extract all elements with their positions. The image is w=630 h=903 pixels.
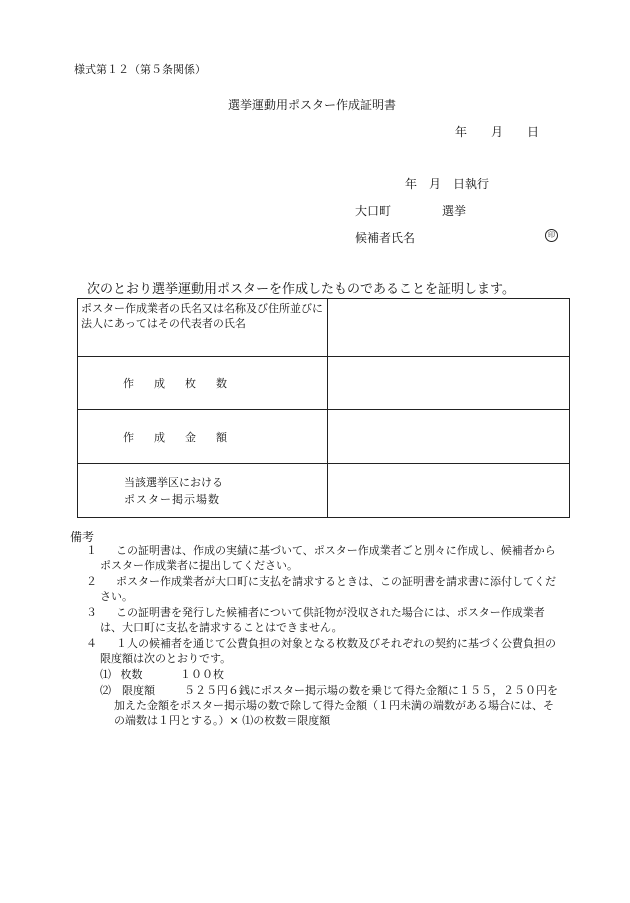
poster-sites-value-cell[interactable] xyxy=(328,464,570,518)
row-label-amount: 作成金額 xyxy=(78,410,328,464)
table-row xyxy=(78,410,570,464)
election-label: 選挙 xyxy=(442,204,467,218)
remark-item xyxy=(86,574,566,604)
remark-text: １人の候補者を通じて公費負担の対象となる枚数及びそれぞれの契約に基づく公費負担の限度額は次のとおりです。 xyxy=(100,637,556,665)
seal-icon: 印 xyxy=(545,229,558,242)
table-row xyxy=(78,464,570,518)
remark-text: この証明書は、作成の実績に基づいて、ポスター作成業者ごと別々に作成し、候補者からポスター作成業者に提出してください。 xyxy=(100,544,556,572)
table-row xyxy=(78,299,570,357)
remark-text: ポスター作成業者が大口町に支払を請求するときは、この証明書を請求書に添付してください。 xyxy=(100,575,556,603)
contractor-label-text: ポスター作成業者の氏名又は名称及び住所並びに法人にあってはその代表者の氏名 xyxy=(81,302,323,330)
issue-date: 年 月 日 xyxy=(455,125,540,139)
sub-label: 限度額 xyxy=(122,684,155,697)
row-label-poster-sites xyxy=(78,464,328,518)
sub-text: ５２５円６銭にポスター掲示場の数を乗じて得た金額に１５５，２５０円を加えた金額をポスター掲示場の数で除して得た金額（１円未満の端数がある場合には、その端数は１円とする。）× ⑴の枚数＝限度額 xyxy=(114,684,558,727)
remark-number: １ xyxy=(86,544,97,557)
poster-sites-label-line1: 当該選挙区における xyxy=(124,475,223,489)
contractor-value-cell[interactable] xyxy=(328,299,570,357)
table-row xyxy=(78,357,570,410)
sub-item-quantity xyxy=(100,667,224,682)
remark-item xyxy=(86,636,566,666)
candidate-name-label: 候補者氏名 xyxy=(355,231,416,245)
document-title: 選挙運動用ポスター作成証明書 xyxy=(228,98,397,112)
sub-label: 枚数 xyxy=(120,668,143,681)
remark-text: この証明書を発行した候補者について供託物が没収された場合には、ポスター作成業者は、大口町に支払を請求することはできません。 xyxy=(100,606,545,634)
election-date: 年 月 日執行 xyxy=(405,177,490,191)
sub-value: １００枚 xyxy=(180,668,224,681)
row-label-quantity: 作成枚数 xyxy=(78,357,328,410)
form-number: 様式第１２（第５条関係） xyxy=(74,63,206,76)
remarks-heading: 備考 xyxy=(70,530,95,544)
certificate-table xyxy=(77,298,570,518)
remark-number: ３ xyxy=(86,606,97,619)
quantity-value-cell[interactable] xyxy=(328,357,570,410)
amount-value-cell[interactable] xyxy=(328,410,570,464)
remark-item xyxy=(86,543,566,573)
poster-sites-label-line2: ポスター掲示場数 xyxy=(124,492,220,506)
intro-text: 次のとおり選挙運動用ポスターを作成したものであることを証明します。 xyxy=(87,282,515,297)
election-town: 大口町 xyxy=(355,204,392,218)
remark-number: ４ xyxy=(86,637,97,650)
sub-number: ⑵ xyxy=(100,684,111,697)
sub-number: ⑴ xyxy=(100,668,111,681)
row-label-contractor xyxy=(78,299,328,357)
sub-item-limit xyxy=(100,683,560,728)
remark-item xyxy=(86,605,566,635)
remark-number: ２ xyxy=(86,575,97,588)
